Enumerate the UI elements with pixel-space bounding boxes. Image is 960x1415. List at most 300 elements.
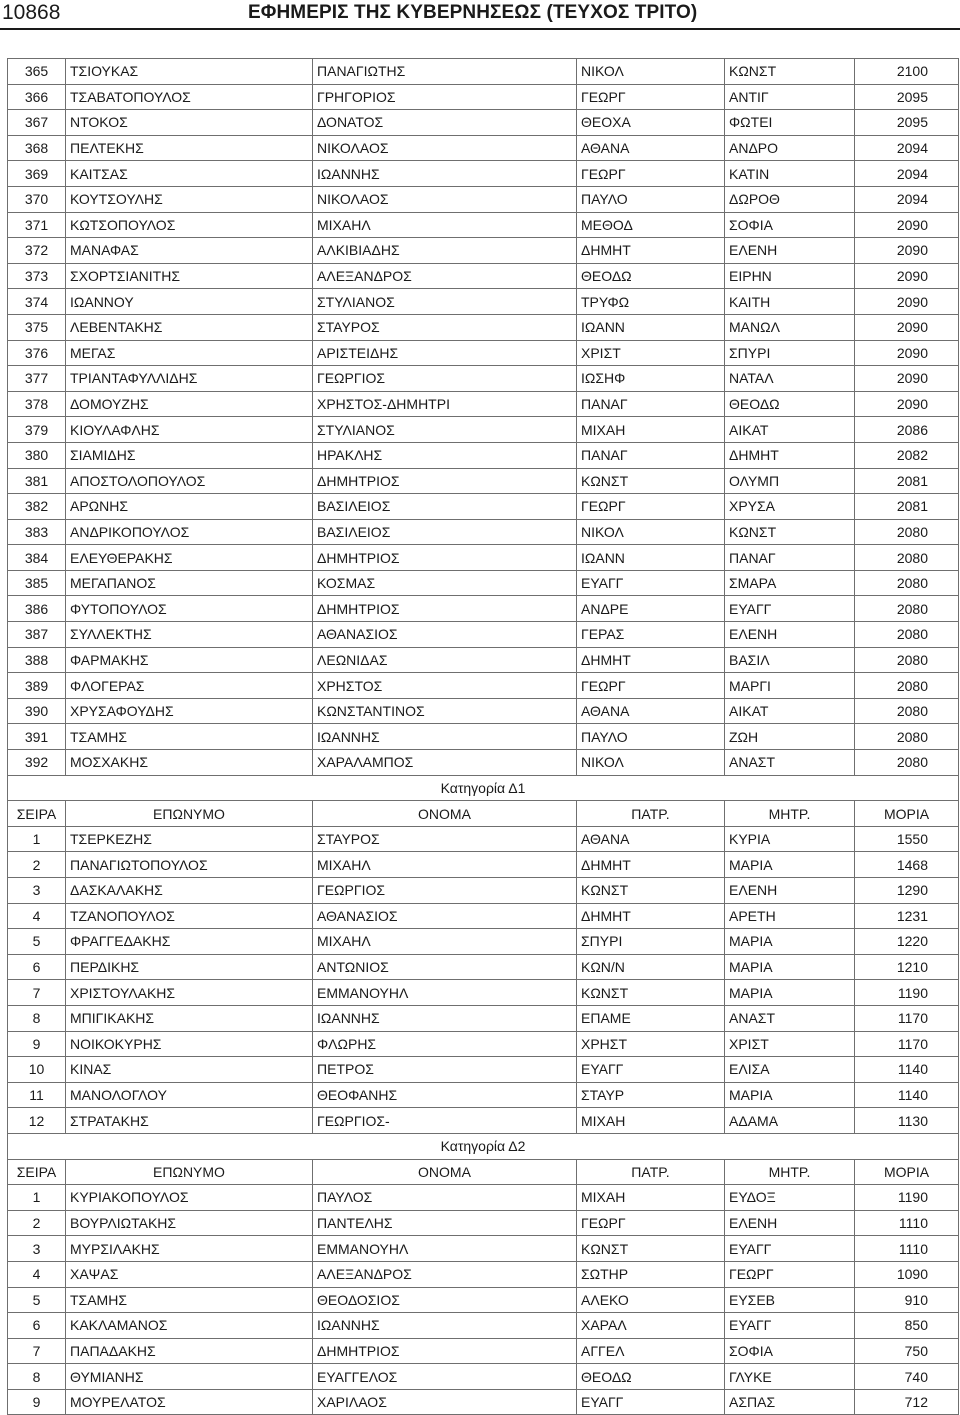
table-row <box>8 1185 959 1211</box>
table-cell: ΘΕΟΔΩ <box>577 263 725 289</box>
column-header: ΟΝΟΜΑ <box>313 801 577 827</box>
table-cell: 12 <box>8 1108 66 1134</box>
table-row <box>8 545 959 571</box>
table-cell: ΚΟΣΜΑΣ <box>313 570 577 596</box>
table-cell: ΑΝΤΙΓ <box>725 84 855 110</box>
table-cell: 2080 <box>855 647 959 673</box>
table-cell: 2090 <box>855 366 959 392</box>
table-cell: ΑΛΚΙΒΙΑΔΗΣ <box>313 238 577 264</box>
table-cell: ΔΗΜΗΤΡΙΟΣ <box>313 468 577 494</box>
table-row <box>8 238 959 264</box>
table-cell: 1 <box>8 826 66 852</box>
table-cell: ΚΩΝΣΤ <box>577 980 725 1006</box>
table-cell: ΒΑΣΙΛ <box>725 647 855 673</box>
table-cell: 384 <box>8 545 66 571</box>
table-cell: ΦΥΤΟΠΟΥΛΟΣ <box>66 596 313 622</box>
table-cell: ΣΠΥΡΙ <box>725 340 855 366</box>
table-cell: 385 <box>8 570 66 596</box>
table-cell: ΙΩΑΝΝ <box>577 545 725 571</box>
table-row <box>8 1389 959 1415</box>
table-cell: ΜΙΧΑΗ <box>577 1108 725 1134</box>
table-cell: ΑΠΟΣΤΟΛΟΠΟΥΛΟΣ <box>66 468 313 494</box>
table-cell: ΠΑΝΑΓ <box>577 391 725 417</box>
table-cell: ΠΑΥΛΟ <box>577 724 725 750</box>
column-header: ΠΑΤΡ. <box>577 801 725 827</box>
table-cell: 2080 <box>855 519 959 545</box>
table-cell: ΕΥΑΓΓ <box>725 596 855 622</box>
table-cell: ΑΙΚΑΤ <box>725 417 855 443</box>
table-cell: ΠΕΡΔΙΚΗΣ <box>66 954 313 980</box>
table-cell: ΕΛΙΣΑ <box>725 1057 855 1083</box>
table-cell: ΦΡΑΓΓΕΔΑΚΗΣ <box>66 929 313 955</box>
table-cell: 740 <box>855 1364 959 1390</box>
table-cell: ΝΙΚΟΛ <box>577 59 725 85</box>
table-cell: ΙΩΑΝΝΗΣ <box>313 1005 577 1031</box>
table-cell: ΧΑΡΑΛ <box>577 1313 725 1339</box>
table-cell: ΤΖΑΝΟΠΟΥΛΟΣ <box>66 903 313 929</box>
table-cell: 376 <box>8 340 66 366</box>
table-cell: ΠΑΝΑΓ <box>725 545 855 571</box>
table-cell: ΓΕΩΡΓ <box>577 161 725 187</box>
table-cell: ΤΣΕΡΚΕΖΗΣ <box>66 826 313 852</box>
table-cell: 382 <box>8 494 66 520</box>
table-cell: 11 <box>8 1082 66 1108</box>
table-cell: 1170 <box>855 1031 959 1057</box>
table-row <box>8 84 959 110</box>
table-cell: ΕΥΑΓΓ <box>725 1236 855 1262</box>
table-cell: 1110 <box>855 1210 959 1236</box>
table-cell: ΕΛΕΝΗ <box>725 1210 855 1236</box>
table-cell: 9 <box>8 1031 66 1057</box>
table-cell: ΧΡΗΣΤΟΣ-ΔΗΜΗΤΡΙ <box>313 391 577 417</box>
table-cell: ΕΛΕΝΗ <box>725 238 855 264</box>
table-cell: ΣΤΥΛΙΑΝΟΣ <box>313 417 577 443</box>
table-cell: 8 <box>8 1005 66 1031</box>
table-cell: ΑΝΔΡΕ <box>577 596 725 622</box>
table-cell: ΜΑΝΩΛ <box>725 314 855 340</box>
table-cell: ΣΙΑΜΙΔΗΣ <box>66 442 313 468</box>
table-cell: ΣΤΑΥΡ <box>577 1082 725 1108</box>
table-row <box>8 110 959 136</box>
table-cell: ΕΥΑΓΓ <box>725 1313 855 1339</box>
table-cell: ΓΕΩΡΓΙΟΣ <box>313 878 577 904</box>
table-cell: ΑΙΚΑΤ <box>725 698 855 724</box>
table-cell: ΚΩΝΣΤ <box>725 519 855 545</box>
table-cell: 1140 <box>855 1057 959 1083</box>
column-header: ΠΑΤΡ. <box>577 1159 725 1185</box>
table-cell: 368 <box>8 135 66 161</box>
table-cell: 2094 <box>855 135 959 161</box>
table-cell: 1231 <box>855 903 959 929</box>
table-row <box>8 1031 959 1057</box>
table-cell: ΣΩΤΗΡ <box>577 1261 725 1287</box>
column-header-row <box>8 801 959 827</box>
table-cell: 390 <box>8 698 66 724</box>
table-cell: 2090 <box>855 391 959 417</box>
table-cell: 9 <box>8 1389 66 1415</box>
table-cell: ΝΙΚΟΛ <box>577 750 725 776</box>
category-title: Κατηγορία Δ2 <box>8 1133 959 1159</box>
table-row <box>8 1261 959 1287</box>
table-cell: ΜΟΥΡΕΛΑΤΟΣ <box>66 1389 313 1415</box>
table-cell: ΒΑΣΙΛΕΙΟΣ <box>313 519 577 545</box>
table-cell: ΑΛΕΚΟ <box>577 1287 725 1313</box>
table-cell: ΓΕΡΑΣ <box>577 622 725 648</box>
table-cell: ΙΩΑΝΝΗΣ <box>313 724 577 750</box>
table-cell: ΓΛΥΚΕ <box>725 1364 855 1390</box>
table-row <box>8 59 959 85</box>
table-cell: ΑΝΔΡΟ <box>725 135 855 161</box>
table-cell: ΘΕΟΧΑ <box>577 110 725 136</box>
table-cell: ΑΔΑΜΑ <box>725 1108 855 1134</box>
table-cell: 2090 <box>855 212 959 238</box>
table-row <box>8 366 959 392</box>
table-cell: ΠΑΝΑΓ <box>577 442 725 468</box>
table-cell: ΔΗΜΗΤΡΙΟΣ <box>313 545 577 571</box>
table-cell: ΙΩΑΝΝ <box>577 314 725 340</box>
table-cell: ΧΡΙΣΤΟΥΛΑΚΗΣ <box>66 980 313 1006</box>
table-cell: ΑΝΔΡΙΚΟΠΟΥΛΟΣ <box>66 519 313 545</box>
table-cell: 380 <box>8 442 66 468</box>
table-cell: ΙΩΑΝΝΗΣ <box>313 161 577 187</box>
table-cell: ΔΗΜΗΤΡΙΟΣ <box>313 1338 577 1364</box>
table-cell: ΚΙΝΑΣ <box>66 1057 313 1083</box>
table-cell: ΓΕΩΡΓΙΟΣ- <box>313 1108 577 1134</box>
table-row <box>8 929 959 955</box>
table-row <box>8 442 959 468</box>
table-cell: ΔΗΜΗΤ <box>577 647 725 673</box>
table-cell: ΧΑΡΙΛΑΟΣ <box>313 1389 577 1415</box>
table-cell: ΓΕΩΡΓΙΟΣ <box>313 366 577 392</box>
table-row <box>8 622 959 648</box>
table-cell: 2080 <box>855 596 959 622</box>
table-row <box>8 698 959 724</box>
table-cell: 10 <box>8 1057 66 1083</box>
table-cell: 2 <box>8 852 66 878</box>
table-cell: ΧΑΨΑΣ <box>66 1261 313 1287</box>
results-table <box>7 58 959 1415</box>
table-cell: ΦΛΩΡΗΣ <box>313 1031 577 1057</box>
table-cell: 712 <box>855 1389 959 1415</box>
table-row <box>8 468 959 494</box>
table-cell: ΜΙΧΑΗΛ <box>313 212 577 238</box>
table-cell: 4 <box>8 903 66 929</box>
table-cell: 2086 <box>855 417 959 443</box>
table-cell: 392 <box>8 750 66 776</box>
table-cell: ΜΙΧΑΗ <box>577 1185 725 1211</box>
table-cell: 379 <box>8 417 66 443</box>
table-cell: 367 <box>8 110 66 136</box>
category-row <box>8 1133 959 1159</box>
table-cell: ΣΤΥΛΙΑΝΟΣ <box>313 289 577 315</box>
table-cell: ΔΑΣΚΑΛΑΚΗΣ <box>66 878 313 904</box>
table-cell: ΓΡΗΓΟΡΙΟΣ <box>313 84 577 110</box>
table-cell: ΤΡΥΦΩ <box>577 289 725 315</box>
table-cell: ΕΜΜΑΝΟΥΗΛ <box>313 980 577 1006</box>
table-cell: 7 <box>8 980 66 1006</box>
table-cell: ΑΡΕΤΗ <box>725 903 855 929</box>
column-header: ΕΠΩΝΥΜΟ <box>66 1159 313 1185</box>
table-cell: 2081 <box>855 494 959 520</box>
table-cell: ΘΥΜΙΑΝΗΣ <box>66 1364 313 1390</box>
table-cell: ΚΑΚΛΑΜΑΝΟΣ <box>66 1313 313 1339</box>
table-cell: ΚΩΝΣΤ <box>725 59 855 85</box>
table-cell: ΚΥΡΙΑ <box>725 826 855 852</box>
table-cell: 2080 <box>855 698 959 724</box>
table-cell: 2082 <box>855 442 959 468</box>
table-cell: 2080 <box>855 750 959 776</box>
table-row <box>8 1210 959 1236</box>
table-cell: ΚΥΡΙΑΚΟΠΟΥΛΟΣ <box>66 1185 313 1211</box>
table-cell: 2080 <box>855 545 959 571</box>
table-cell: 7 <box>8 1338 66 1364</box>
column-header: ΜΗΤΡ. <box>725 1159 855 1185</box>
table-cell: ΜΕΘΟΔ <box>577 212 725 238</box>
table-cell: ΙΩΑΝΝΗΣ <box>313 1313 577 1339</box>
table-cell: ΔΟΝΑΤΟΣ <box>313 110 577 136</box>
table-cell: 1550 <box>855 826 959 852</box>
table-cell: ΑΘΑΝΑ <box>577 698 725 724</box>
table-cell: ΚΙΟΥΛΑΦΛΗΣ <box>66 417 313 443</box>
table-cell: ΤΣΙΟΥΚΑΣ <box>66 59 313 85</box>
table-cell: ΦΛΟΓΕΡΑΣ <box>66 673 313 699</box>
table-cell: ΚΩΝΣΤ <box>577 1236 725 1262</box>
table-cell: ΖΩΗ <box>725 724 855 750</box>
table-row <box>8 135 959 161</box>
table-cell: ΧΡΙΣΤ <box>725 1031 855 1057</box>
table-cell: ΝΟΙΚΟΚΥΡΗΣ <box>66 1031 313 1057</box>
table-cell: ΙΩΣΗΦ <box>577 366 725 392</box>
table-cell: ΧΡΙΣΤ <box>577 340 725 366</box>
table-cell: ΠΑΝΑΓΙΩΤΗΣ <box>313 59 577 85</box>
table-cell: 2090 <box>855 263 959 289</box>
table-cell: ΚΩΝΣΤ <box>577 878 725 904</box>
table-cell: 1130 <box>855 1108 959 1134</box>
table-cell: 2090 <box>855 314 959 340</box>
table-cell: ΕΥΣΕΒ <box>725 1287 855 1313</box>
table-cell: 2095 <box>855 84 959 110</box>
table-cell: ΛΕΒΕΝΤΑΚΗΣ <box>66 314 313 340</box>
table-cell: ΜΙΧΑΗΛ <box>313 929 577 955</box>
table-cell: ΜΑΡΓΙ <box>725 673 855 699</box>
table-cell: 375 <box>8 314 66 340</box>
table-cell: ΧΡΗΣΤ <box>577 1031 725 1057</box>
table-row <box>8 826 959 852</box>
table-cell: ΣΥΛΛΕΚΤΗΣ <box>66 622 313 648</box>
table-cell: 2 <box>8 1210 66 1236</box>
table-cell: ΝΙΚΟΛΑΟΣ <box>313 135 577 161</box>
table-cell: 365 <box>8 59 66 85</box>
table-cell: ΝΙΚΟΛ <box>577 519 725 545</box>
table-row <box>8 263 959 289</box>
table-row <box>8 878 959 904</box>
table-cell: ΗΡΑΚΛΗΣ <box>313 442 577 468</box>
table-cell: ΒΟΥΡΛΙΩΤΑΚΗΣ <box>66 1210 313 1236</box>
table-cell: ΣΜΑΡΑ <box>725 570 855 596</box>
table-cell: 850 <box>855 1313 959 1339</box>
table-cell: ΦΩΤΕΙ <box>725 110 855 136</box>
table-row <box>8 903 959 929</box>
table-cell: 2081 <box>855 468 959 494</box>
table-cell: ΙΩΑΝΝΟΥ <box>66 289 313 315</box>
table-cell: ΑΘΑΝΑ <box>577 135 725 161</box>
column-header-row <box>8 1159 959 1185</box>
table-cell: ΠΑΠΑΔΑΚΗΣ <box>66 1338 313 1364</box>
table-row <box>8 1287 959 1313</box>
table-cell: ΕΜΜΑΝΟΥΗΛ <box>313 1236 577 1262</box>
table-cell: ΓΕΩΡΓ <box>577 1210 725 1236</box>
table-cell: ΕΛΕΝΗ <box>725 878 855 904</box>
table-cell: ΜΑΝΑΦΑΣ <box>66 238 313 264</box>
column-header: ΣΕΙΡΑ <box>8 801 66 827</box>
table-cell: ΕΥΑΓΓΕΛΟΣ <box>313 1364 577 1390</box>
table-cell: 366 <box>8 84 66 110</box>
table-cell: ΓΕΩΡΓ <box>577 84 725 110</box>
table-cell: ΧΡΗΣΤΟΣ <box>313 673 577 699</box>
table-cell: ΤΣΑΒΑΤΟΠΟΥΛΟΣ <box>66 84 313 110</box>
table-cell: ΚΩΝΣΤΑΝΤΙΝΟΣ <box>313 698 577 724</box>
table-cell: ΤΣΑΜΗΣ <box>66 724 313 750</box>
table-cell: 5 <box>8 1287 66 1313</box>
table-cell: ΜΠΙΓΙΚΑΚΗΣ <box>66 1005 313 1031</box>
table-row <box>8 1005 959 1031</box>
table-cell: 1220 <box>855 929 959 955</box>
table-cell: ΑΘΑΝΑΣΙΟΣ <box>313 622 577 648</box>
table-cell: 388 <box>8 647 66 673</box>
column-header: ΣΕΙΡΑ <box>8 1159 66 1185</box>
table-cell: ΜΑΡΙΑ <box>725 929 855 955</box>
table-cell: ΣΧΟΡΤΣΙΑΝΙΤΗΣ <box>66 263 313 289</box>
table-cell: ΕΥΔΟΞ <box>725 1185 855 1211</box>
table-cell: ΑΣΠΑΣ <box>725 1389 855 1415</box>
table-cell: ΠΑΥΛΟ <box>577 186 725 212</box>
table-cell: 3 <box>8 1236 66 1262</box>
table-cell: ΕΥΑΓΓ <box>577 1057 725 1083</box>
table-row <box>8 1108 959 1134</box>
table-cell: 910 <box>855 1287 959 1313</box>
table-cell: ΣΟΦΙΑ <box>725 1338 855 1364</box>
table-cell: ΛΕΩΝΙΔΑΣ <box>313 647 577 673</box>
table-cell: ΣΤΑΥΡΟΣ <box>313 314 577 340</box>
table-row <box>8 1313 959 1339</box>
table-cell: ΔΗΜΗΤΡΙΟΣ <box>313 596 577 622</box>
table-cell: ΘΕΟΦΑΝΗΣ <box>313 1082 577 1108</box>
column-header: ΜΗΤΡ. <box>725 801 855 827</box>
table-row <box>8 494 959 520</box>
table-row <box>8 417 959 443</box>
table-cell: ΚΑΤΙΝ <box>725 161 855 187</box>
table-cell: 371 <box>8 212 66 238</box>
table-row <box>8 289 959 315</box>
table-cell: 2100 <box>855 59 959 85</box>
table-cell: 369 <box>8 161 66 187</box>
table-cell: ΕΥΑΓΓ <box>577 570 725 596</box>
table-cell: 383 <box>8 519 66 545</box>
table-cell: ΜΕΓΑΣ <box>66 340 313 366</box>
table-cell: 2090 <box>855 238 959 264</box>
table-row <box>8 1057 959 1083</box>
table-cell: ΘΕΟΔΟΣΙΟΣ <box>313 1287 577 1313</box>
table-cell: ΑΛΕΞΑΝΔΡΟΣ <box>313 1261 577 1287</box>
table-cell: ΣΟΦΙΑ <box>725 212 855 238</box>
table-cell: ΟΛΥΜΠ <box>725 468 855 494</box>
table-cell: 2080 <box>855 724 959 750</box>
table-cell: ΘΕΟΔΩ <box>725 391 855 417</box>
table-row <box>8 596 959 622</box>
table-cell: 381 <box>8 468 66 494</box>
table-cell: ΠΑΥΛΟΣ <box>313 1185 577 1211</box>
table-row <box>8 314 959 340</box>
table-row <box>8 391 959 417</box>
table-cell: ΠΑΝΤΕΛΗΣ <box>313 1210 577 1236</box>
table-cell: ΜΑΡΙΑ <box>725 1082 855 1108</box>
category-title: Κατηγορία Δ1 <box>8 775 959 801</box>
table-cell: ΝΑΤΑΛ <box>725 366 855 392</box>
column-header: ΟΝΟΜΑ <box>313 1159 577 1185</box>
table-cell: ΕΙΡΗΝ <box>725 263 855 289</box>
table-row <box>8 1236 959 1262</box>
table-cell: ΠΕΤΡΟΣ <box>313 1057 577 1083</box>
table-cell: ΜΙΧΑΗ <box>577 417 725 443</box>
table-cell: 387 <box>8 622 66 648</box>
table-cell: ΝΤΟΚΟΣ <box>66 110 313 136</box>
table-cell: ΠΕΛΤΕΚΗΣ <box>66 135 313 161</box>
table-cell: 2080 <box>855 673 959 699</box>
table-cell: ΝΙΚΟΛΑΟΣ <box>313 186 577 212</box>
table-cell: ΚΩΝΣΤ <box>577 468 725 494</box>
table-cell: ΑΓΓΕΛ <box>577 1338 725 1364</box>
table-cell: ΣΤΑΥΡΟΣ <box>313 826 577 852</box>
table-cell: 377 <box>8 366 66 392</box>
table-cell: ΜΥΡΣΙΛΑΚΗΣ <box>66 1236 313 1262</box>
table-row <box>8 1338 959 1364</box>
table-cell: 374 <box>8 289 66 315</box>
page-header <box>0 0 960 28</box>
table-cell: ΔΩΡΟΘ <box>725 186 855 212</box>
table-row <box>8 212 959 238</box>
table-cell: 3 <box>8 878 66 904</box>
table-cell: 2080 <box>855 622 959 648</box>
table-cell: ΚΑΙΤΗ <box>725 289 855 315</box>
table-row <box>8 1364 959 1390</box>
table-cell: ΔΗΜΗΤ <box>577 238 725 264</box>
table-cell: ΧΡΥΣΑΦΟΥΔΗΣ <box>66 698 313 724</box>
table-cell: 389 <box>8 673 66 699</box>
table-cell: ΚΟΥΤΣΟΥΛΗΣ <box>66 186 313 212</box>
table-cell: ΑΝΤΩΝΙΟΣ <box>313 954 577 980</box>
table-cell: 8 <box>8 1364 66 1390</box>
table-cell: ΔΗΜΗΤ <box>725 442 855 468</box>
table-cell: ΒΑΣΙΛΕΙΟΣ <box>313 494 577 520</box>
table-cell: 370 <box>8 186 66 212</box>
table-cell: ΑΘΑΝΑΣΙΟΣ <box>313 903 577 929</box>
results-table-body <box>8 59 959 1415</box>
table-cell: ΔΗΜΗΤ <box>577 903 725 929</box>
table-cell: ΑΡΙΣΤΕΙΔΗΣ <box>313 340 577 366</box>
table-cell: ΤΡΙΑΝΤΑΦΥΛΛΙΔΗΣ <box>66 366 313 392</box>
table-cell: ΕΠΑΜΕ <box>577 1005 725 1031</box>
table-cell: ΣΤΡΑΤΑΚΗΣ <box>66 1108 313 1134</box>
table-cell: 2090 <box>855 340 959 366</box>
column-header: ΕΠΩΝΥΜΟ <box>66 801 313 827</box>
table-row <box>8 647 959 673</box>
table-cell: ΑΛΕΞΑΝΔΡΟΣ <box>313 263 577 289</box>
table-cell: ΑΡΩΝΗΣ <box>66 494 313 520</box>
table-cell: ΓΕΩΡΓ <box>577 494 725 520</box>
table-cell: 2090 <box>855 289 959 315</box>
table-cell: ΤΣΑΜΗΣ <box>66 1287 313 1313</box>
table-cell: ΠΑΝΑΓΙΩΤΟΠΟΥΛΟΣ <box>66 852 313 878</box>
